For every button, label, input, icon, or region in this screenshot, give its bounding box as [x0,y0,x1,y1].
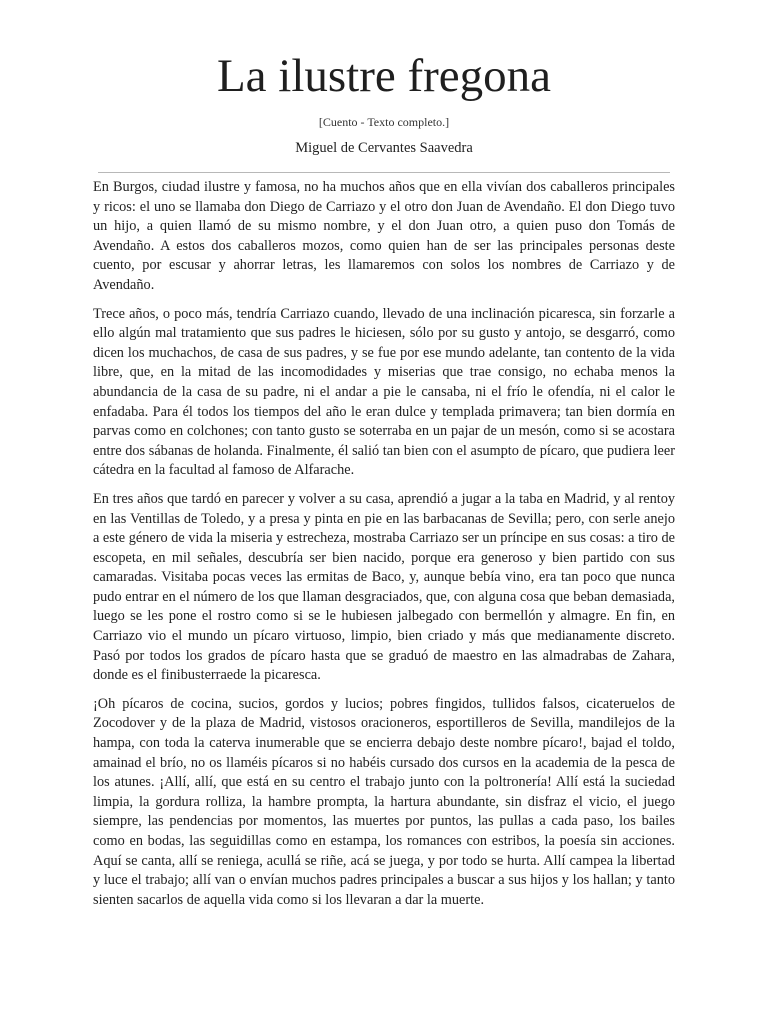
paragraph: Trece años, o poco más, tendría Carriazo cuando, llevado de una inclinación picaresca, sin forzarle a ello algún mal tratamiento que sus padres le hiciesen, sólo por su gusto y antojo, se desgarró, como dicen los muchachos, de casa de sus padres, y se fue por ese mundo adelante, tan contento de la vida libre, que, en la mitad de las incomodidades y miserias que trae consigo, no echaba menos la abundancia de la casa de su padre, ni el andar a pie le cansaba, ni el frío le ofendía, ni el calor le enfadaba. Para él todos los tiempos del año le eran dulce y templada primavera; tan bien dormía en parvas como en colchones; con tanto gusto se soterraba en un pajar de un mesón, como si se acostara entre dos sábanas de holanda. Finalmente, él salió tan bien con el asumpto de pícaro, que pudiera leer cátedra en la facultad al famoso de Alfarache. [93,305,675,479]
paragraph: En tres años que tardó en parecer y volver a su casa, aprendió a jugar a la taba en Madrid, y al rentoy en las Ventillas de Toledo, y a presa y pinta en pie en las barbacanas de Sevilla; pero, con serle anejo a este género de vida la miseria y estrecheza, mostraba Carriazo ser un príncipe en sus cosas: a tiro de escopeta, en mil señales, descubría ser bien nacido, porque era generoso y bien partido con sus camaradas. Visitaba pocas veces las ermitas de Baco, y, aunque bebía vino, era tan poco que nunca pudo entrar en el número de los que llaman desgraciados, que, con alguna cosa que beban demasiada, luego se les pone el rostro como si se le hubiesen jalbegado con bermellón y almagre. En fin, en Carriazo vio el mundo un pícaro virtuoso, limpio, bien criado y más que medianamente discreto. Pasó por todos los grados de pícaro hasta que se graduó de maestro en las almadrabas de Zahara, donde es el finibusterraede la picaresca. [93,490,675,684]
document-subtitle: [Cuento - Texto completo.] [318,115,450,129]
document-title: La ilustre fregona [216,50,552,102]
paragraph: ¡Oh pícaros de cocina, sucios, gordos y lucios; pobres fingidos, tullidos falsos, cicateruelos de Zocodover y de la plaza de Madrid, vistosos oracioneros, esportilleros de Sevilla, mandilejos de la hampa, con toda la caterva inumerable que se encierra debajo deste nombre pícaro!, bajad el toldo, amainad el brío, no os llaméis pícaros si no habéis cursado dos cursos en la academia de la pesca de los atunes. ¡Allí, allí, que está en su centro el trabajo junto con la poltronería! Allí está la suciedad limpia, la gordura rolliza, la hambre prompta, la hartura abundante, sin disfraz el vicio, el juego siempre, las pendencias por momentos, las muertes por puntos, las pullas a cada paso, los bailes como en bodas, las seguidillas como en estampa, los romances con estribos, la poesía sin acciones. Aquí se canta, allí se reniega, acullá se riñe, acá se juega, y por todo se hurta. Allí campea la libertad y luce el trabajo; allí van o envían muchos padres principales a buscar a sus hijos y los hallan; y tanto sienten sacarlos de aquella vida como si los llevaran a dar la muerte. [93,695,675,908]
title-divider [98,172,670,173]
paragraph: En Burgos, ciudad ilustre y famosa, no ha muchos años que en ella vivían dos caballeros principales y ricos: el uno se llamaba don Diego de Carriazo y el otro don Juan de Avendaño. El don Diego tuvo un hijo, a quien llamó de su mismo nombre, y el don Juan otro, a quien puso don Tomás de Avendaño. A estos dos caballeros mozos, como quien han de ser las principales personas deste cuento, por escusar y ahorrar letras, les llamaremos con solos los nombres de Carriazo y de Avendaño. [93,179,675,293]
document-author: Miguel de Cervantes Saavedra [295,140,473,156]
document-body [93,178,675,919]
